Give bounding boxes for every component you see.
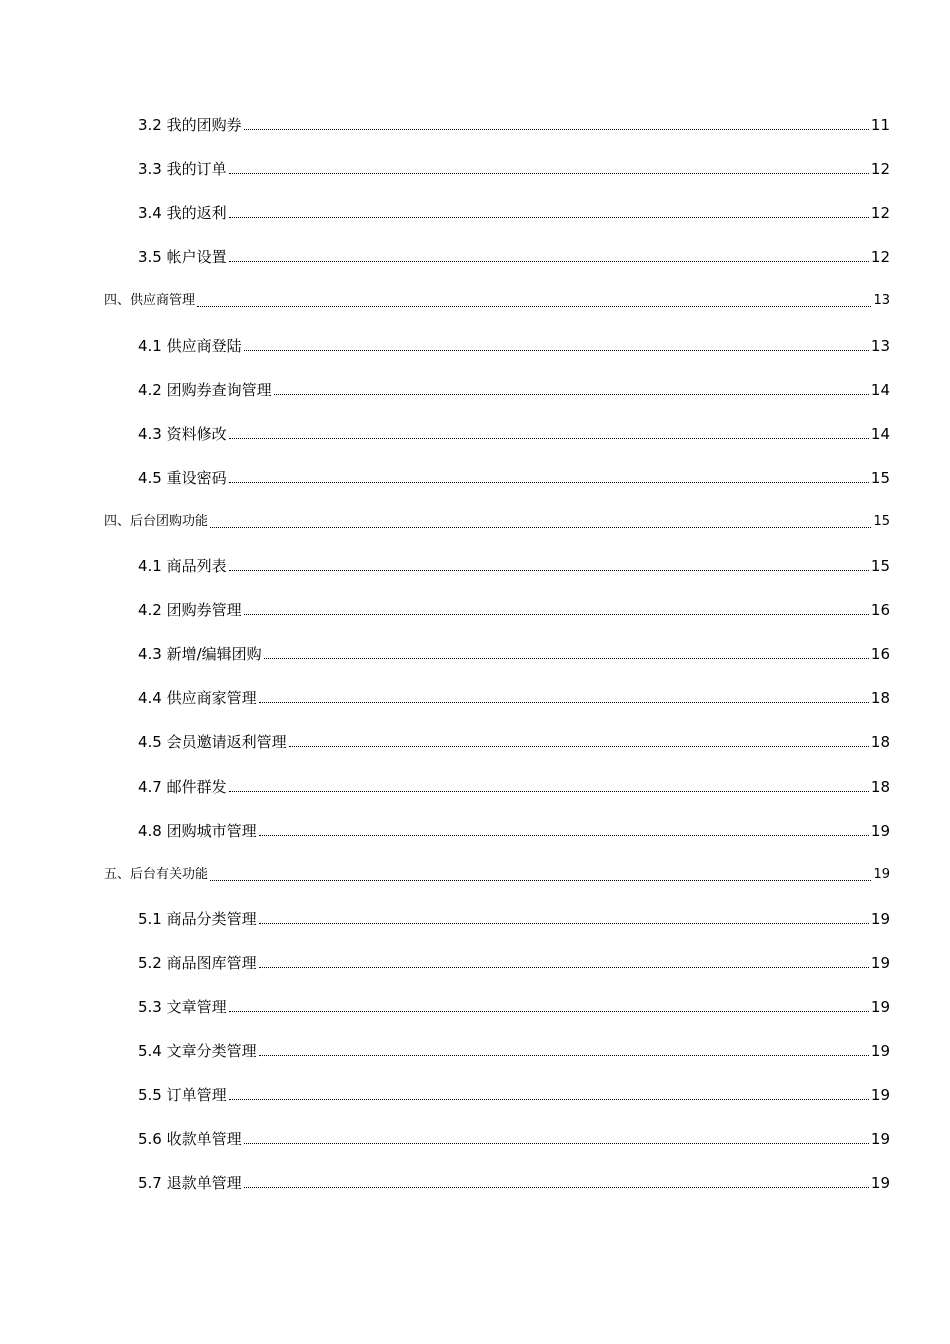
dot-leader	[289, 746, 869, 747]
toc-page-number: 19	[870, 998, 890, 1016]
dot-leader	[229, 791, 869, 792]
toc-entry-label: 4.1 商品列表	[138, 557, 227, 575]
toc-page-number: 14	[870, 425, 890, 443]
dot-leader	[274, 394, 869, 395]
toc-page-number: 19	[873, 867, 890, 882]
toc-entry[interactable]	[138, 600, 890, 620]
toc-entry-label: 四、供应商管理	[104, 293, 196, 308]
dot-leader	[259, 923, 869, 924]
toc-entry[interactable]	[138, 203, 890, 223]
toc-page-number: 19	[870, 822, 890, 840]
toc-page-number: 19	[870, 910, 890, 928]
toc-entry[interactable]	[138, 159, 890, 179]
dot-leader	[197, 306, 871, 307]
toc-page-number: 18	[870, 778, 890, 796]
toc-entry-label: 4.5 重设密码	[138, 469, 227, 487]
dot-leader	[229, 261, 869, 262]
toc-page-number: 15	[873, 514, 890, 529]
toc-entry-label: 5.4 文章分类管理	[138, 1042, 257, 1060]
toc-page-number: 13	[873, 293, 890, 308]
toc-page-number: 15	[870, 469, 890, 487]
toc-entry-label: 4.3 新增/编辑团购	[138, 645, 262, 663]
toc-entry-label: 5.6 收款单管理	[138, 1130, 242, 1148]
dot-leader	[229, 173, 869, 174]
toc-entry-label: 4.2 团购券管理	[138, 601, 242, 619]
toc-entry[interactable]	[138, 247, 890, 267]
toc-entry-label: 四、后台团购功能	[104, 514, 209, 529]
toc-entry-label: 4.4 供应商家管理	[138, 689, 257, 707]
toc-entry[interactable]	[138, 468, 890, 488]
toc-entry-label: 4.8 团购城市管理	[138, 822, 257, 840]
toc-section-heading[interactable]	[104, 512, 890, 532]
dot-leader	[259, 1055, 869, 1056]
dot-leader	[264, 658, 869, 659]
toc-entry-label: 3.3 我的订单	[138, 160, 227, 178]
toc-entry[interactable]	[138, 1085, 890, 1105]
toc-entry-label: 4.1 供应商登陆	[138, 337, 242, 355]
toc-entry[interactable]	[138, 336, 890, 356]
toc-entry-label: 3.2 我的团购券	[138, 116, 242, 134]
toc-page-number: 14	[870, 381, 890, 399]
dot-leader	[259, 702, 869, 703]
dot-leader	[244, 614, 869, 615]
toc-entry[interactable]	[138, 644, 890, 664]
toc-page-number: 19	[870, 1042, 890, 1060]
toc-entry-label: 4.5 会员邀请返利管理	[138, 733, 287, 751]
toc-section-heading[interactable]	[104, 291, 890, 311]
dot-leader	[259, 835, 869, 836]
toc-page-number: 11	[870, 116, 890, 134]
toc-entry-label: 4.2 团购券查询管理	[138, 381, 272, 399]
toc-section-heading[interactable]	[104, 865, 890, 885]
dot-leader	[244, 1187, 869, 1188]
toc-entry[interactable]	[138, 1129, 890, 1149]
toc-entry[interactable]	[138, 688, 890, 708]
toc-page-number: 19	[870, 954, 890, 972]
dot-leader	[229, 1011, 869, 1012]
toc-entry[interactable]	[138, 115, 890, 135]
toc-entry[interactable]	[138, 821, 890, 841]
toc-page-number: 15	[870, 557, 890, 575]
toc-entry[interactable]	[138, 424, 890, 444]
dot-leader	[259, 967, 869, 968]
toc-page-number: 19	[870, 1174, 890, 1192]
toc-page-number: 12	[870, 204, 890, 222]
toc-page-number: 18	[870, 733, 890, 751]
dot-leader	[244, 350, 869, 351]
dot-leader	[229, 482, 869, 483]
dot-leader	[229, 438, 869, 439]
toc-entry[interactable]	[138, 997, 890, 1017]
toc-entry-label: 3.5 帐户设置	[138, 248, 227, 266]
toc-page-number: 12	[870, 160, 890, 178]
toc-entry[interactable]	[138, 953, 890, 973]
toc-page-number: 13	[870, 337, 890, 355]
toc-page-number: 16	[870, 601, 890, 619]
toc-entry[interactable]	[138, 380, 890, 400]
toc-page-number: 16	[870, 645, 890, 663]
toc-entry[interactable]	[138, 1041, 890, 1061]
toc-entry-label: 5.3 文章管理	[138, 998, 227, 1016]
toc-entry-label: 五、后台有关功能	[104, 867, 209, 882]
toc-entry-label: 4.3 资料修改	[138, 425, 227, 443]
dot-leader	[229, 217, 869, 218]
toc-entry[interactable]	[138, 556, 890, 576]
toc-entry-label: 5.7 退款单管理	[138, 1174, 242, 1192]
toc-entry[interactable]	[138, 909, 890, 929]
toc-entry-label: 5.1 商品分类管理	[138, 910, 257, 928]
toc-entry[interactable]	[138, 732, 890, 752]
toc-page-number: 12	[870, 248, 890, 266]
dot-leader	[210, 527, 871, 528]
dot-leader	[244, 1143, 869, 1144]
toc-entry-label: 5.2 商品图库管理	[138, 954, 257, 972]
toc-entry-label: 3.4 我的返利	[138, 204, 227, 222]
toc-page-number: 18	[870, 689, 890, 707]
toc-entry[interactable]	[138, 777, 890, 797]
toc-page-number: 19	[870, 1086, 890, 1104]
dot-leader	[210, 880, 871, 881]
dot-leader	[244, 129, 869, 130]
toc-entry-label: 5.5 订单管理	[138, 1086, 227, 1104]
toc-entry-label: 4.7 邮件群发	[138, 778, 227, 796]
dot-leader	[229, 570, 869, 571]
toc-page-number: 19	[870, 1130, 890, 1148]
toc-entry[interactable]	[138, 1173, 890, 1193]
dot-leader	[229, 1099, 869, 1100]
